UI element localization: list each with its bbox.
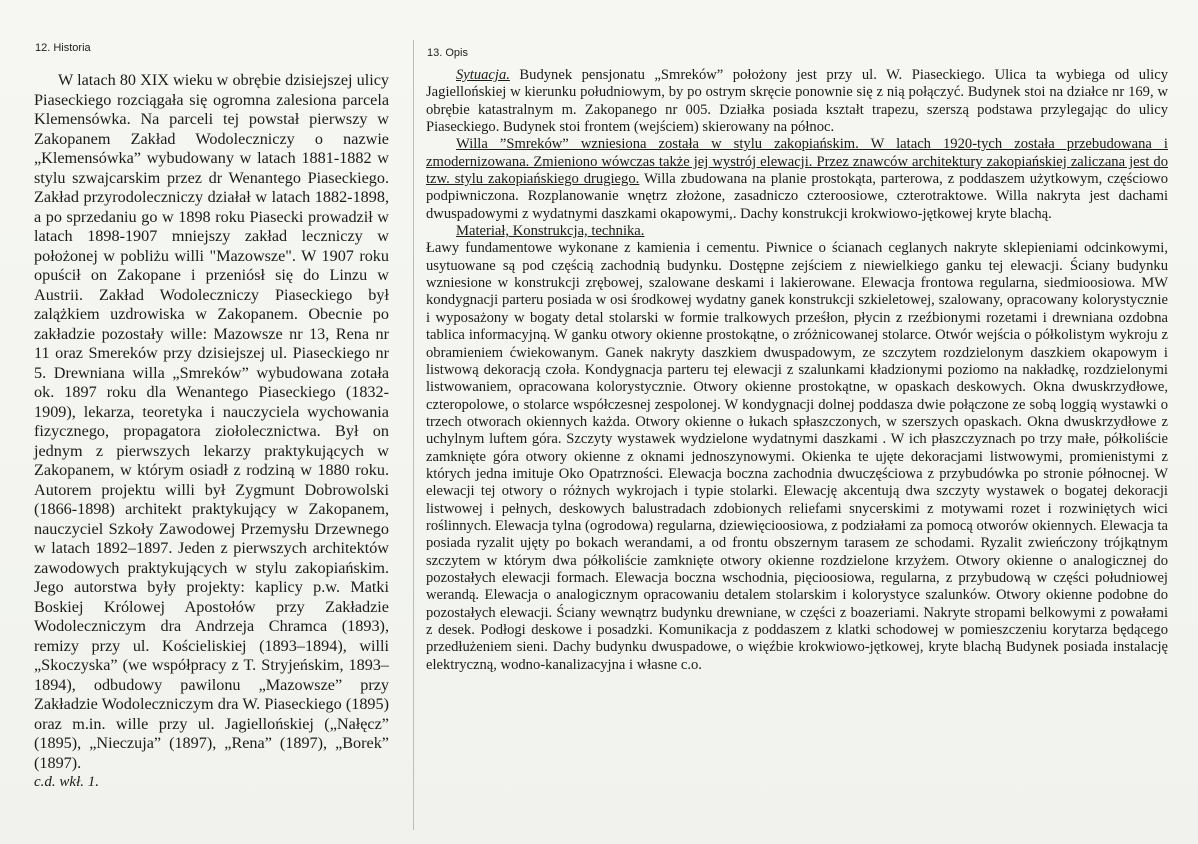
situation-text: Budynek pensjonatu „Smreków” położony jest przy ul. W. Piaseckiego. Ulica ta wybiega od ulicy Jagiellońskiej w kierunku południowym, by po ostrym skręcie ponownie się z nią połączyć. Budynek stoi na działce nr 169, w obrębie katastralnym m. Zakopanego nr 005. Działka posiada kształt trapezu, szerszą podstawa przylegając do ulicy Piaseckiego. Budynek stoi frontem (wejściem) skierowany na północ.: [426, 67, 1168, 136]
continuation-note: c.d. wkł. 1.: [34, 774, 99, 790]
material-heading-line: [426, 223, 1168, 240]
villa-paragraph: [426, 136, 1168, 223]
situation-heading: Sytuacja.: [456, 67, 510, 83]
villa-text: Willa zbudowana na planie prostokąta, parterowa, z poddaszem użytkowym, częściowo podpiwniczona. Rozplanowanie wnętrz złożone, zasadniczo czteroosiowe, czterotraktowe. Willa nakryta jest dachami dwuspadowymi z wydatnymi daszkami okapowymi,. Dachy konstrukcji krokwiowo-jętkowej kryte blachą.: [426, 171, 1169, 222]
situation-paragraph: [426, 67, 1168, 136]
column-divider: [413, 40, 414, 830]
material-heading: Materiał, Konstrukcja, technika.: [456, 223, 645, 240]
villa-underlined-text: Willa ”Smreków” wzniesiona została w stylu zakopiańskim. W latach 1920-tych została przebudowana i zmodernizowana. Zmieniono wówczas także jej wystrój elewacji. Przez znawców architektury zakopiańskiej zaliczana jest do tzw. stylu zakopiańskiego drugiego.: [426, 136, 1168, 188]
description-column: [426, 67, 1168, 674]
history-text: W latach 80 XIX wieku w obrębie dzisiejszej ulicy Piaseckiego rozciągała się ogromna zalesiona parcela Klemensówka. Na parceli tej powstał pierwszy w Zakopanem Zakład Wodoleczniczy o nazwie „Klemensówka” wybudowany w latach 1881-1882 w stylu szwajcarskim przez dr Wenantego Piaseckiego. Zakład przyrodoleczniczy działał w latach 1882-1898, a po sprzedaniu go w 1898 roku Piasecki prowadził w latach 1898-1907 mniejszy zakład leczniczy w położonej w pobliżu willi "Mazowsze". W 1907 roku opuścił on Zakopane i przeniósł się do Linzu w Austrii. Zakład Wodoleczniczy Piaseckiego był zalążkiem uzdrowiska w Zakopanem. Obecnie po zakładzie pozostały wille: Mazowsze nr 13, Rena nr 11 oraz Smereków przy dzisiejszej ul. Piaseckiego nr 5. Drewniana willa „Smreków” wybudowana zotała ok. 1897 roku dla Wenantego Piaseckiego (1832-1909), lekarza, teoretyka i nauczyciela wychowania fizycznego, propagatora ziołolecznictwa. Był on jednym z pierwszych lekarzy praktykujących w Zakopanem, w którym osiadł z rodziną w 1880 roku. Autorem projektu willi był Zygmunt Dobrowolski (1866-1898) architekt praktykujący w Zakopanem, nauczyciel Szkoły Zawodowej Przemysłu Drzewnego w latach 1892–1897. Jeden z pierwszych architektów zawodowych praktykujących w stylu zakopiańskim. Jego autorstwa były projekty: kaplicy p.w. Matki Boskiej Królowej Apostołów przy Zakładzie Wodoleczniczym dra Andrzeja Chramca (1893), remizy przy ul. Kościeliskiej (1893–1894), willi „Skoczyska” (we współpracy z T. Stryjeńskim, 1893–1894), odbudowy pawilonu „Mazowsze” przy Zakładzie Wodoleczniczym dra W. Piaseckiego (1895) oraz m.in. wille przy ul. Jagiellońskiej („Nałęcz” (1895), „Nieczuja” (1897), „Rena” (1897), „Borek” (1897).: [34, 71, 389, 772]
material-paragraph: Ławy fundamentowe wykonane z kamienia i cementu. Piwnice o ścianach ceglanych nakryte sklepieniami odcinkowymi, usytuowane są pod częścią zachodnią budynku. Dostępne zejściem z niewielkiego ganku tej elewacji. Ściany budynku wzniesione w konstrukcji zrębowej, szalowane deskami i lakierowane. Elewacja frontowa regularna, siedmioosiowa. MW kondygnacji parteru posiada w osi środkowej wydatny ganek konstrukcji szkieletowej, szalowany, opracowany kolorystycznie i wyposażony w bogaty detal stolarski w formie tralkowych prześłon, płycin z rzeźbionymi rozetami i drewniana ozdobna tablica informacyjną. W ganku otwory okienne prostokątne, o zróżnicowanej stolarce. Otwór wejścia o półkolistym wykroju z obramieniem ćwiekowanym. Ganek nakryty daszkiem dwuspadowym, ze szczytem rozdzielonym daszkiem okapowym i listwową dekoracją czoła. Kondygnacja parteru tej elewacji z szalunkami kładzionymi poziomo na nakładkę, rozdzielonymi listwowaniem, opracowana kolorystycznie. Otwory okienne prostokątne, w opaskach deskowych. Okna dwuskrzydłowe, czteropolowe, o stolarce współczesnej zespolonej. W kondygnacji dolnej poddasza dwie połączone ze sobą loggią wystawki o trzech otworach okiennych każda. Otwory okienne o łukach spłaszczonych, w szerszych opaskach. Okna dwuskrzydłowe z uchylnym luftem góra. Szczyty wystawek wydzielone wydatnymi daszkami . W ich płaszczyznach po trzy małe, półkoliście zamknięte góra otwory okienne z oknami jednoszynowymi. Okienka te ujęte dekoracjami listwowymi, promienistymi z których jedna imituje Oko Opatrzności. Elewacja boczna zachodnia dwuczęściowa z przybudówka po stronie północnej. W elewacji tej otwory o różnych wykrojach i typie stolarki. Elewację akcentują dwa szczyty wystawek o bogatej dekoracji listwowej i pełnych, deskowych balustradach zdobionych reliefami snycerskimi z motywami rozet i rozwiniętych wici roślinnych. Elewacja tylna (ogrodowa) regularna, dziewięcioosiowa, z podziałami za pomocą otworów okiennych. Elewacja ta posiada ryzalit ujęty po bokach werandami, a od frontu obszernym tarasem ze schodami. Ryzalit zwieńczony trójkątnym szczytem w którym dwa półkoliście zamknięte otwory okienne rozdzielone krzyżem. Otwory okienne o analogicznej do pozostałych elewacji formach. Elewacja boczna wschodnia, pięcioosiowa, regularna, z przybudową w części południowej werandą. Elewacja o analogicznym opracowaniu detalem stolarskim i kolorystyce szalunków. Otwory okienne podobne do pozostałych elewacji. Ściany wewnątrz budynku drewniane, w części z boazeriami. Nakryte stropami belkowymi z powałami z desek. Podłogi deskowe i posadzki. Komunikacja z poddaszem z klatki schodowej w pomieszczeniu korytarza będącego przedłużeniem sieni. Dachy budynku dwuspadowe, o więźbie krokwiowo-jętkowej, kryte blachą Budynek posiada instalację elektryczną, wodno-kanalizacyjna i własne c.o.: [426, 240, 1168, 673]
history-column: [34, 71, 389, 793]
right-section-title: 13. Opis: [427, 47, 468, 59]
left-section-title: 12. Historia: [35, 42, 91, 54]
